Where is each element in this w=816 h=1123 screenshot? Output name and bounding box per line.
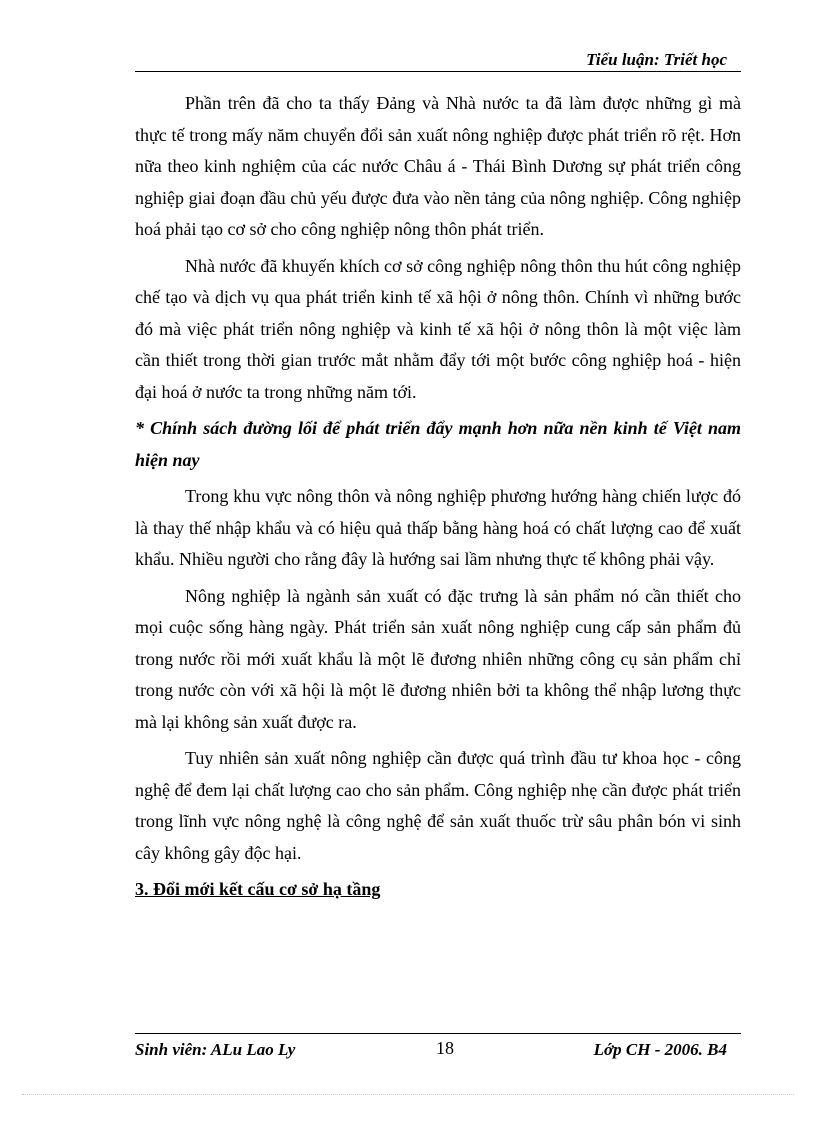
document-body bbox=[135, 88, 741, 906]
footer-divider bbox=[135, 1033, 741, 1034]
section-heading: * Chính sách đường lối để phát triển đẩy mạnh hơn nữa nền kinh tế Việt nam hiện nay bbox=[135, 418, 741, 470]
paragraph: Phần trên đã cho ta thấy Đảng và Nhà nước ta đã làm được những gì mà thực tế trong mấy năm chuyển đổi sản xuất nông nghiệp được phát triển rõ rệt. Hơn nữa theo kinh nghiệm của các nước Châu á - Thái Bình Dương sự phát triển công nghiệp giai đoạn đầu chủ yếu được đưa vào nền tảng của nông nghiệp. Công nghiệp hoá phải tạo cơ sở cho công nghiệp nông thôn phát triển. bbox=[135, 93, 741, 239]
paragraph: Tuy nhiên sản xuất nông nghiệp cần được quá trình đầu tư khoa học - công nghệ để đem lại chất lượng cao cho sản phẩm. Công nghiệp nhẹ cần được phát triển trong lĩnh vực nông nghệ là công nghệ để sản xuất thuốc trừ sâu phân bón vi sinh cây không gây độc hại. bbox=[135, 748, 741, 863]
paragraph: Trong khu vực nông thôn và nông nghiệp phương hướng hàng chiến lược đó là thay thế nhập khẩu và có hiệu quả thấp bằng hàng hoá có chất lượng cao để xuất khẩu. Nhiều người cho rằng đây là hướng sai lầm nhưng thực tế không phải vậy. bbox=[135, 486, 741, 569]
header-title: Tiểu luận: Triết học bbox=[586, 50, 727, 69]
page-number: 18 bbox=[436, 1038, 454, 1058]
paragraph: Nhà nước đã khuyến khích cơ sở công nghiệp nông thôn thu hút công nghiệp chế tạo và dịch vụ qua phát triển kinh tế xã hội ở nông thôn. Chính vì những bước đó mà việc phát triển nông nghiệp và kinh tế xã hội ở nông thôn là một việc làm cần thiết trong thời gian trước mắt nhằm đẩy tới một bước công nghiệp hoá - hiện đại hoá ở nước ta trong những năm tới. bbox=[135, 255, 741, 402]
footer-class: Lớp CH - 2006. B4 bbox=[593, 1040, 727, 1059]
numbered-section-heading: 3. Đổi mới kết cấu cơ sở hạ tầng bbox=[135, 879, 381, 899]
paragraph: Nông nghiệp là ngành sản xuất có đặc trưng là sản phẩm nó cần thiết cho mọi cuộc sống hàng ngày. Phát triển sản xuất nông nghiệp cung cấp sản phẩm đủ trong nước rồi mới xuất khẩu là một lẽ đương nhiên những công cụ sản phẩm chỉ trong nước còn với xã hội là một lẽ đương nhiên bởi ta không thể nhập lương thực mà lại không sản xuất được ra. bbox=[135, 585, 741, 732]
footer-student: Sinh viên: ALu Lao Ly bbox=[135, 1040, 296, 1059]
header-divider bbox=[135, 71, 741, 72]
page-bottom-border bbox=[22, 1094, 794, 1095]
